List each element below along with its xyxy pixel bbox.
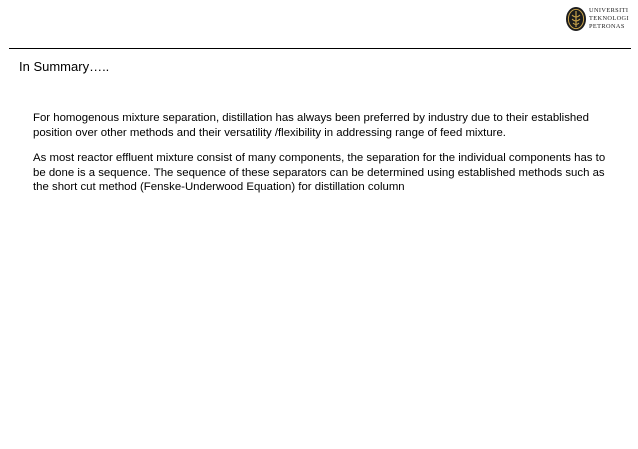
logo-line-2: TEKNOLOGI <box>589 15 629 22</box>
paragraph-distillation-preference: For homogenous mixture separation, distillation has always been preferred by industry due to their established position over other methods and their versatility /flexibility in addressing range of feed mixture. <box>33 112 589 139</box>
university-logo <box>565 5 631 35</box>
header-divider <box>9 48 631 49</box>
logo-wordmark <box>589 7 629 31</box>
logo-line-3: PETRONAS <box>589 23 625 30</box>
slide-body <box>33 111 608 206</box>
slide-title: In Summary….. <box>19 59 110 74</box>
paragraph-separation-sequence: As most reactor effluent mixture consist of many components, the separation for the individual components has to be done is a sequence. The sequence of these separators can be determined using established methods such as the short cut method (Fenske-Underwood Equation) for distillation column <box>33 152 606 194</box>
logo-line-1: UNIVERSITI <box>589 7 629 14</box>
utp-crest-icon <box>565 6 587 32</box>
